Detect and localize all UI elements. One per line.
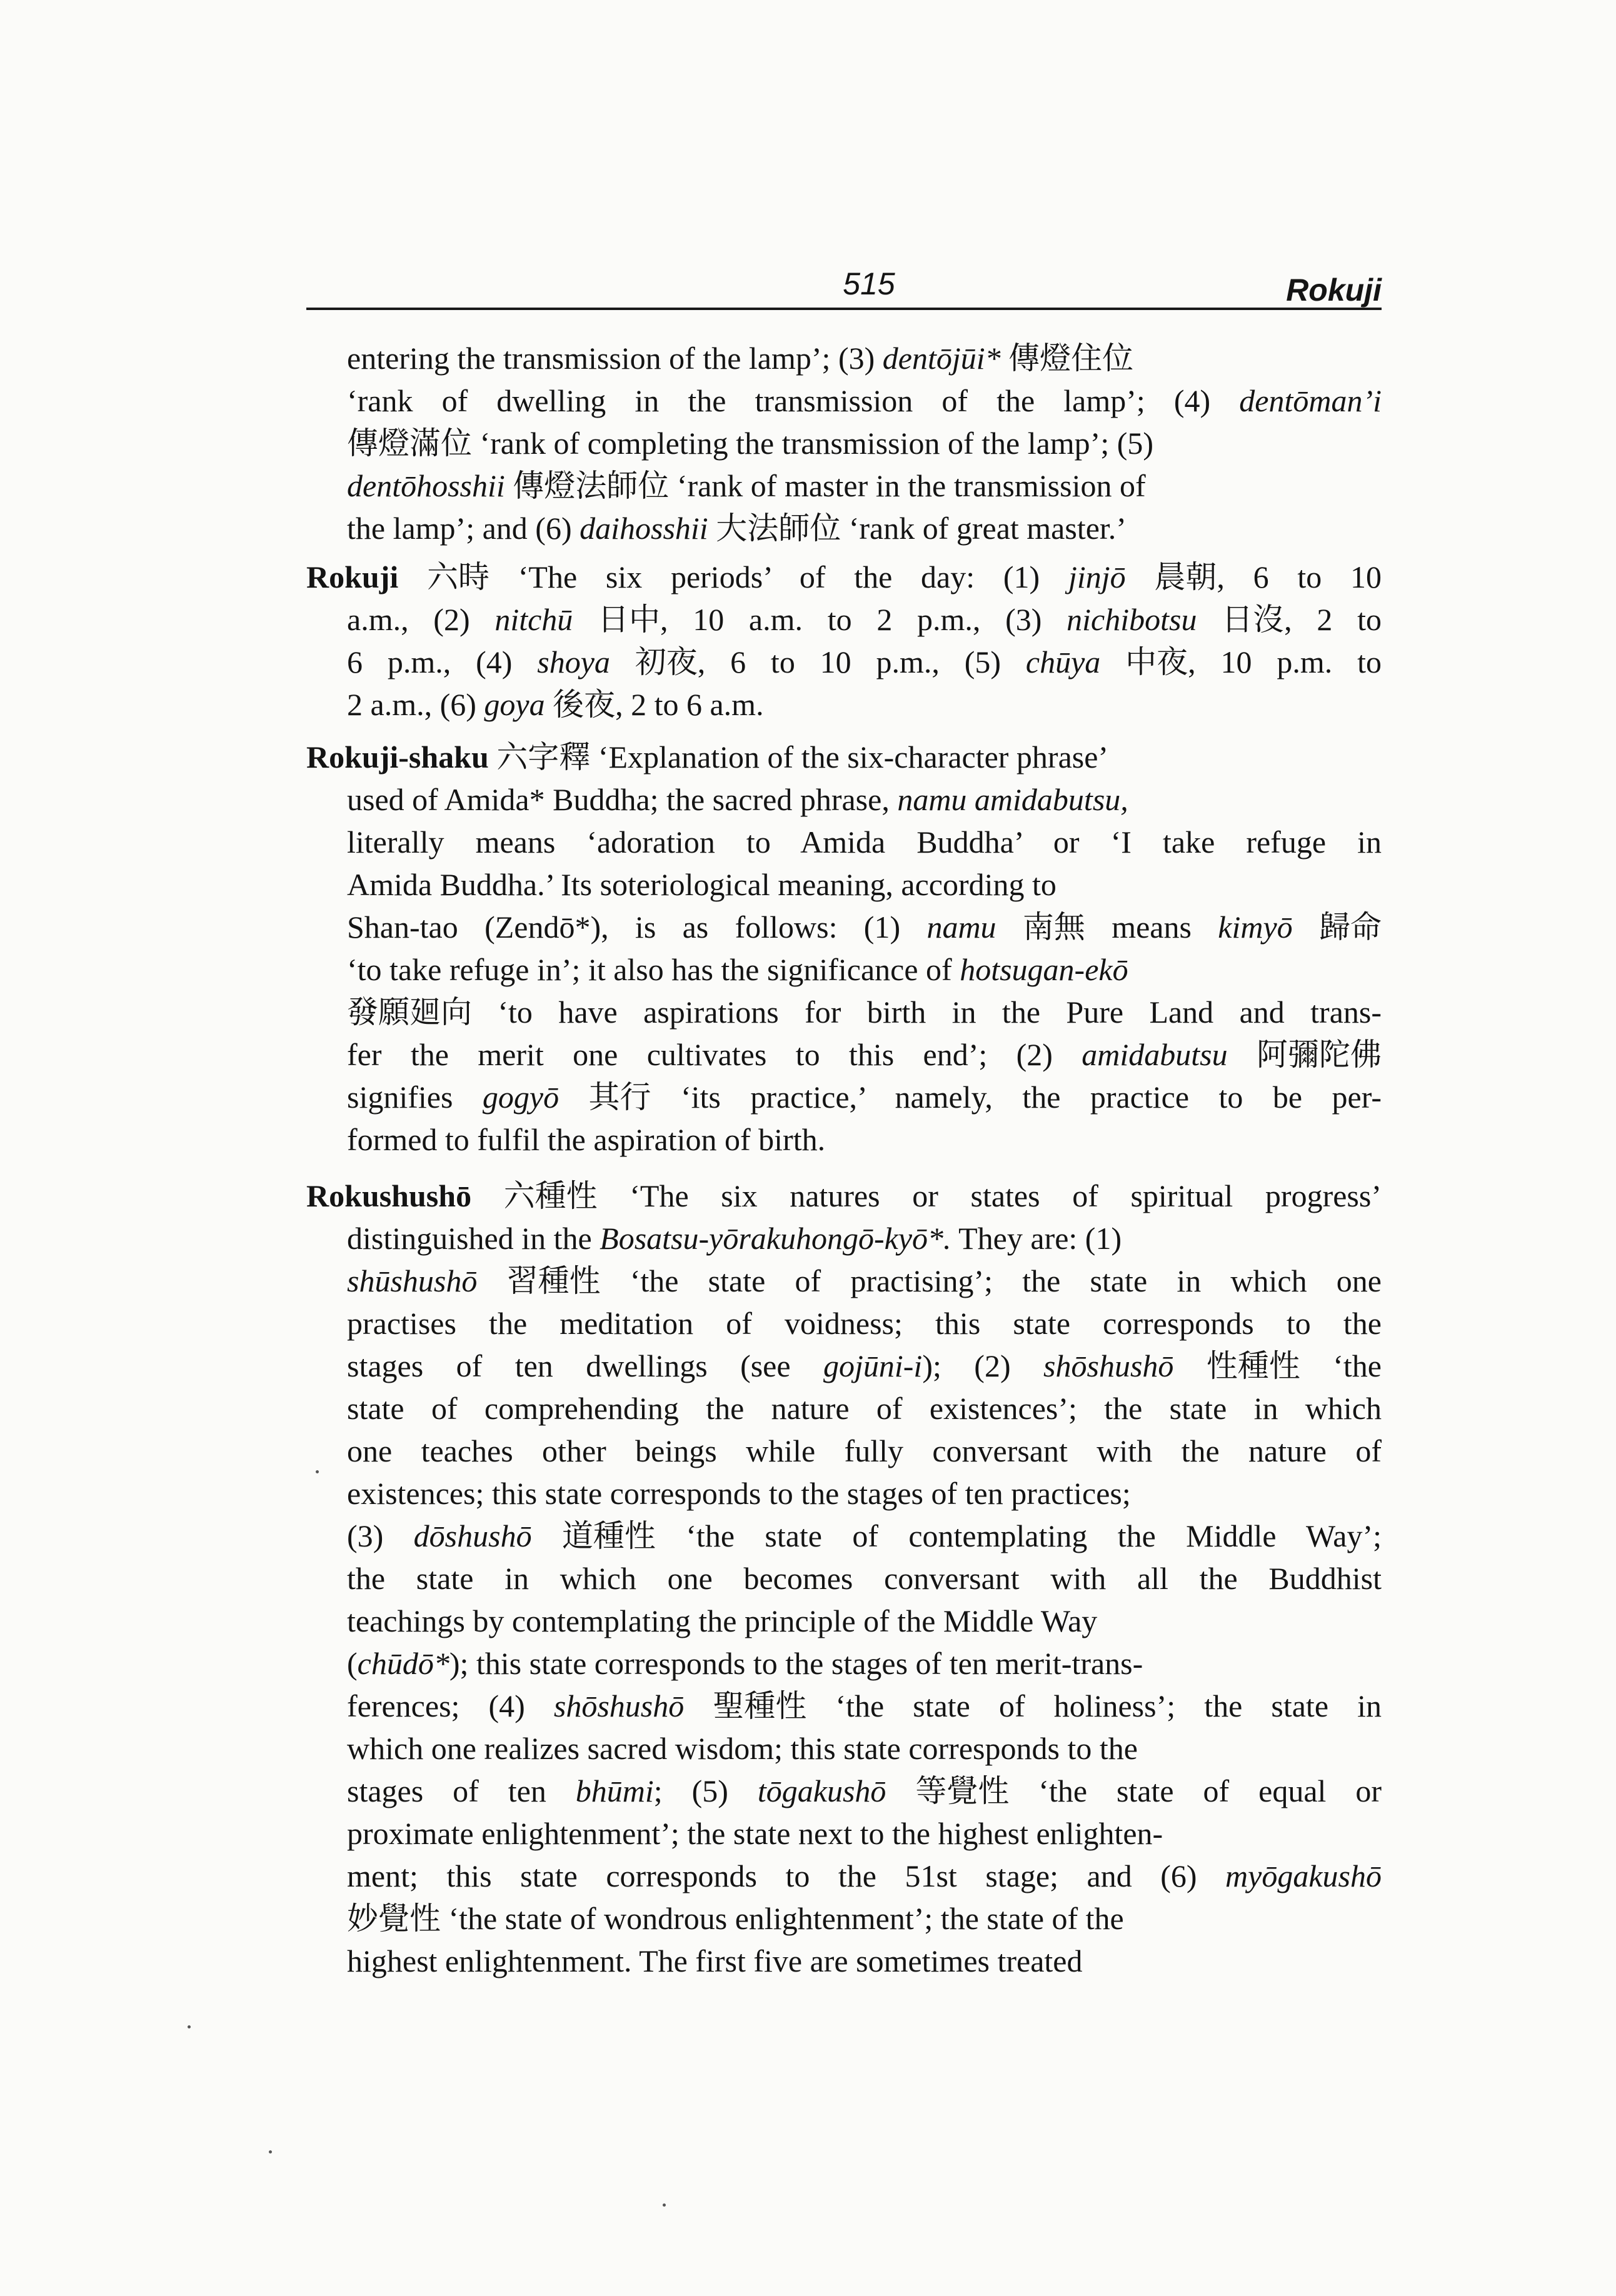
text-run: 中夜, 10 p.m. to xyxy=(1100,644,1382,679)
italic-term: shōshushō xyxy=(1043,1348,1174,1383)
text-line-content xyxy=(306,1178,1382,1213)
italic-term: amidabutsu xyxy=(1082,1037,1228,1072)
text-line xyxy=(347,779,1382,820)
italic-term: namu xyxy=(926,910,996,945)
italic-term: dentōjūi* xyxy=(882,341,1001,376)
text-line xyxy=(347,1600,1382,1642)
text-run: formed to fulfil the aspiration of birth. xyxy=(347,1122,826,1157)
text-run: proximate enlightenment’; the state next to the highest enlighten- xyxy=(347,1816,1163,1851)
text-line xyxy=(347,684,1382,725)
text-line xyxy=(347,1473,1382,1514)
italic-term: gogyō xyxy=(482,1080,560,1115)
text-line-content xyxy=(347,995,1382,1030)
text-line xyxy=(347,465,1382,506)
text-run: 性種性 ‘the xyxy=(1173,1348,1382,1383)
text-line-content xyxy=(347,1122,825,1157)
text-line xyxy=(347,423,1382,464)
text-line-content xyxy=(347,1603,1097,1638)
italic-term: tōgakushō xyxy=(757,1773,886,1808)
text-line-content xyxy=(347,1263,1382,1298)
text-run: 妙覺性 ‘the state of wondrous enlightenment’; the state of the xyxy=(347,1901,1124,1936)
text-line xyxy=(347,1303,1382,1344)
text-run: a.m., (2) xyxy=(347,602,495,637)
text-run: entering the transmission of the lamp’; (3) xyxy=(347,341,883,376)
text-line xyxy=(347,1515,1382,1557)
italic-term: chūya xyxy=(1025,644,1101,679)
running-head: Rokuji xyxy=(1286,273,1382,308)
text-run: ); this state corresponds to the stages of ten merit-trans- xyxy=(449,1646,1143,1681)
text-line-content xyxy=(347,1391,1382,1426)
headword: Rokuji xyxy=(306,559,399,594)
text-run: 阿彌陀佛 xyxy=(1227,1037,1382,1072)
scan-speck xyxy=(663,2203,666,2207)
text-line xyxy=(347,641,1382,683)
text-run: highest enlightenment. The first five are sometimes treated xyxy=(347,1943,1083,1978)
text-line-content xyxy=(347,511,1127,546)
text-line xyxy=(347,338,1382,379)
text-run: fer the merit one cultivates to this end’; (2) xyxy=(347,1037,1082,1072)
text-run: ; (5) xyxy=(653,1773,758,1808)
text-line-content xyxy=(347,1221,1122,1256)
text-run: practises the meditation of voidness; this state corresponds to the xyxy=(347,1306,1382,1341)
text-run: ‘rank of dwelling in the transmission of the lamp’; (4) xyxy=(347,383,1240,418)
italic-term: kimyō xyxy=(1218,910,1293,945)
text-line xyxy=(347,599,1382,640)
text-run: 日中, 10 a.m. to 2 p.m., (3) xyxy=(573,602,1067,637)
text-line-content xyxy=(347,1433,1382,1468)
text-run: stages of ten dwellings (see xyxy=(347,1348,823,1383)
text-run: 六種性 ‘The six natures or states of spiritual progress’ xyxy=(471,1178,1382,1213)
text-line-content xyxy=(347,1561,1382,1596)
text-line xyxy=(347,1770,1382,1812)
italic-term: hotsugan-ekō xyxy=(960,952,1128,987)
italic-term: Bosatsu-yōrakuhongō-kyō*. xyxy=(600,1221,951,1256)
text-line-content xyxy=(347,952,1128,987)
italic-term: dentōman’i xyxy=(1239,383,1382,418)
text-line-content xyxy=(347,341,1133,376)
text-run: state of comprehending the nature of existences’; the state in which xyxy=(347,1391,1382,1426)
text-line xyxy=(347,1260,1382,1301)
text-run: 2 a.m., (6) xyxy=(347,687,484,722)
text-run: the lamp’; and (6) xyxy=(347,511,580,546)
text-run: 道種性 ‘the state of contemplating the Middle Way’; xyxy=(531,1518,1382,1553)
text-run: 傳燈法師位 ‘rank of master in the transmission of xyxy=(504,468,1146,503)
text-line-content xyxy=(347,687,764,722)
text-line-content xyxy=(347,1037,1382,1072)
text-line-content xyxy=(347,867,1056,902)
text-run: ); (2) xyxy=(922,1348,1044,1383)
text-line xyxy=(347,991,1382,1033)
italic-term: chūdō* xyxy=(357,1646,449,1681)
text-line-content xyxy=(347,1773,1382,1808)
italic-term: dōshushō xyxy=(413,1518,532,1553)
text-line xyxy=(347,1119,1382,1160)
italic-term: goya xyxy=(484,687,545,722)
italic-term: myōgakushō xyxy=(1225,1858,1382,1893)
text-line xyxy=(347,1034,1382,1075)
text-line xyxy=(306,1175,1382,1216)
text-line xyxy=(306,736,1382,778)
headword: Rokuji-shaku xyxy=(306,739,489,775)
text-line-content xyxy=(347,644,1382,679)
text-line xyxy=(347,1728,1382,1769)
text-line-content xyxy=(347,825,1382,860)
italic-term: gojūni-i xyxy=(823,1348,923,1383)
text-run: 傳燈滿位 ‘rank of completing the transmission of the lamp’; (5) xyxy=(347,426,1154,461)
text-line xyxy=(347,508,1382,549)
italic-term: jinjō xyxy=(1068,559,1126,594)
text-line-content xyxy=(347,1080,1382,1115)
text-line-content xyxy=(347,602,1382,637)
text-line xyxy=(347,1558,1382,1599)
text-run: 後夜, 2 to 6 a.m. xyxy=(545,687,764,722)
text-line-content xyxy=(347,1688,1382,1723)
text-run: ment; this state corresponds to the 51st stage; and (6) xyxy=(347,1858,1226,1893)
text-run: 六時 ‘The six periods’ of the day: (1) xyxy=(398,559,1068,594)
text-line xyxy=(347,380,1382,421)
text-line-content xyxy=(347,1943,1083,1978)
text-line-content xyxy=(347,426,1153,461)
headword: Rokushushō xyxy=(306,1178,472,1213)
text-line xyxy=(347,864,1382,905)
italic-term: shūshushō xyxy=(347,1263,478,1298)
text-run: 晨朝, 6 to 10 xyxy=(1125,559,1382,594)
text-line-content xyxy=(347,1646,1143,1681)
text-line-content xyxy=(347,782,1128,817)
text-run: which one realizes sacred wisdom; this state corresponds to the xyxy=(347,1731,1138,1766)
text-run: 習種性 ‘the state of practising’; the state in which one xyxy=(477,1263,1382,1298)
text-run: ( xyxy=(347,1646,358,1681)
text-line-content xyxy=(347,1858,1382,1893)
text-line xyxy=(347,1855,1382,1897)
text-line xyxy=(306,556,1382,598)
text-run: Amida Buddha.’ Its soteriological meaning, according to xyxy=(347,867,1056,902)
text-run: ‘to take refuge in’; it also has the significance of xyxy=(347,952,960,987)
text-line-content xyxy=(347,1731,1138,1766)
scan-speck xyxy=(316,1470,319,1473)
text-run: ferences; (4) xyxy=(347,1688,554,1723)
text-line xyxy=(347,821,1382,863)
text-line xyxy=(347,1430,1382,1471)
text-line xyxy=(347,1898,1382,1939)
text-run: They are: (1) xyxy=(951,1221,1122,1256)
text-run: 傳燈住位 xyxy=(1000,341,1134,376)
text-line-content xyxy=(306,739,1108,775)
text-run: existences; this state corresponds to the stages of ten practices; xyxy=(347,1476,1131,1511)
text-line xyxy=(347,949,1382,990)
text-run: 等覺性 ‘the state of equal or xyxy=(886,1773,1382,1808)
text-run: literally means ‘adoration to Amida Buddha’ or ‘I take refuge in xyxy=(347,825,1382,860)
italic-term: shōshushō xyxy=(553,1688,685,1723)
italic-term: namu amidabutsu, xyxy=(897,782,1128,817)
text-run: 六字釋 ‘Explanation of the six-character phrase’ xyxy=(488,739,1109,775)
text-line-content xyxy=(347,468,1146,503)
scan-speck xyxy=(188,2025,191,2028)
text-line-content xyxy=(347,1816,1163,1851)
scan-speck xyxy=(269,2150,272,2153)
text-run: the state in which one becomes conversant with all the Buddhist xyxy=(347,1561,1382,1596)
text-line xyxy=(347,1685,1382,1727)
text-line xyxy=(347,906,1382,948)
text-line-content xyxy=(347,1348,1382,1383)
italic-term: nitchū xyxy=(494,602,573,637)
text-run: 其行 ‘its practice,’ namely, the practice to be per- xyxy=(559,1080,1382,1115)
text-line-content xyxy=(347,383,1382,418)
text-line-content xyxy=(347,910,1382,945)
text-run: 初夜, 6 to 10 p.m., (5) xyxy=(610,644,1026,679)
text-run: 歸命 xyxy=(1292,910,1382,945)
text-run: used of Amida* Buddha; the sacred phrase, xyxy=(347,782,898,817)
text-run: 6 p.m., (4) xyxy=(347,644,538,679)
text-line xyxy=(347,1813,1382,1854)
italic-term: nichibotsu xyxy=(1066,602,1197,637)
text-line xyxy=(347,1076,1382,1118)
italic-term: shoya xyxy=(537,644,610,679)
text-run: (3) xyxy=(347,1518,414,1553)
text-line xyxy=(347,1218,1382,1259)
text-run: 南無 means xyxy=(996,910,1218,945)
text-line xyxy=(347,1940,1382,1982)
text-line xyxy=(347,1345,1382,1386)
text-line-content xyxy=(347,1901,1124,1936)
text-run: signifies xyxy=(347,1080,483,1115)
text-line xyxy=(347,1388,1382,1429)
page-number: 515 xyxy=(843,266,895,301)
text-line-content xyxy=(306,559,1382,594)
text-line-content xyxy=(347,1306,1382,1341)
text-run: 聖種性 ‘the state of holiness’; the state in xyxy=(684,1688,1382,1723)
text-run: distinguished in the xyxy=(347,1221,600,1256)
text-run: 大法師位 ‘rank of great master.’ xyxy=(708,511,1127,546)
italic-term: bhūmi xyxy=(575,1773,654,1808)
text-line xyxy=(347,1643,1382,1684)
italic-term: daihosshii xyxy=(580,511,708,546)
text-run: stages of ten xyxy=(347,1773,576,1808)
text-run: one teaches other beings while fully conversant with the nature of xyxy=(347,1433,1382,1468)
text-line-content xyxy=(347,1476,1131,1511)
text-line-content xyxy=(347,1518,1382,1553)
text-run: Shan-tao (Zendō*), is as follows: (1) xyxy=(347,910,927,945)
text-run: 發願廻向 ‘to have aspirations for birth in the Pure Land and trans- xyxy=(347,995,1382,1030)
text-run: 日沒, 2 to xyxy=(1197,602,1382,637)
italic-term: dentōhosshii xyxy=(347,468,505,503)
text-run: teachings by contemplating the principle of the Middle Way xyxy=(347,1603,1098,1638)
